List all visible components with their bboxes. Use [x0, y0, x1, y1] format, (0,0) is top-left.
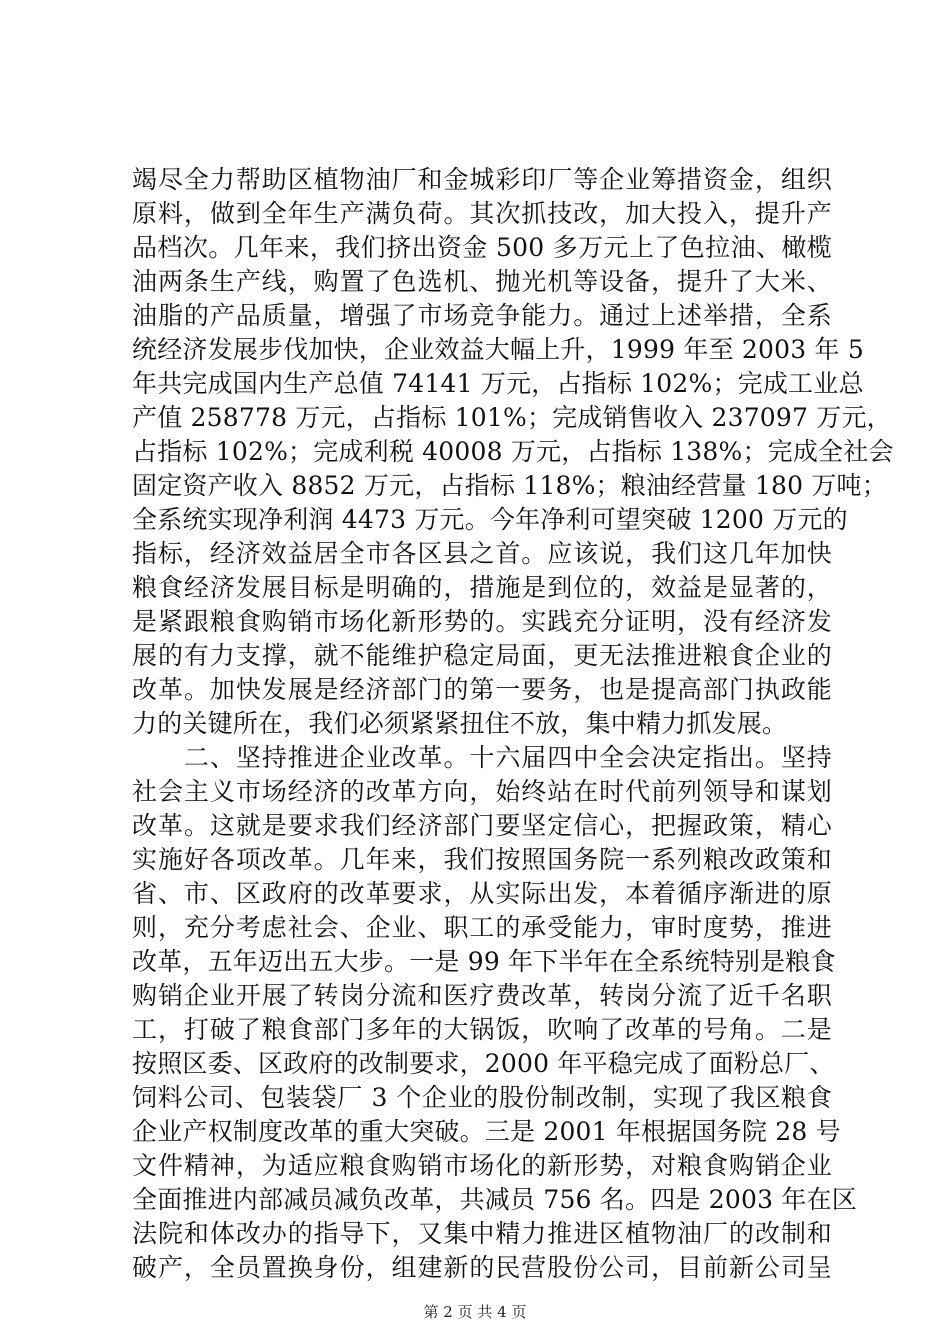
text-line: 省、市、区政府的改革要求，从实际出发，本着循序渐进的原 [132, 879, 832, 908]
text-line: 企业产权制度改革的重大突破。三是 2001 年根据国务院 28 号 [132, 1117, 841, 1146]
text-line: 油两条生产线，购置了色选机、抛光机等设备，提升了大米、 [132, 267, 832, 296]
text-line: 全系统实现净利润 4473 万元。今年净利可望突破 1200 万元的 [132, 505, 848, 534]
text-line: 粮食经济发展目标是明确的，措施是到位的，效益是显著的， [132, 573, 832, 602]
text-line: 年共完成国内生产总值 74141 万元，占指标 102%；完成工业总 [132, 369, 864, 398]
text-line: 产值 258778 万元，占指标 101%；完成销售收入 237097 万元， [132, 403, 892, 432]
page-number-footer: 第 2 页 共 4 页 [423, 1303, 527, 1321]
text-line: 占指标 102%；完成利税 40008 万元，占指标 138%；完成全社会 [132, 437, 894, 466]
text-line: 油脂的产品质量，增强了市场竞争能力。通过上述举措，全系 [132, 301, 832, 330]
text-line: 破产，全员置换身份，组建新的民营股份公司，目前新公司呈 [132, 1253, 832, 1282]
text-line: 二、坚持推进企业改革。十六届四中全会决定指出。坚持 [132, 743, 832, 772]
text-line: 社会主义市场经济的改革方向，始终站在时代前列领导和谋划 [132, 777, 832, 806]
text-line: 力的关键所在，我们必须紧紧扭住不放，集中精力抓发展。 [132, 709, 788, 738]
text-line: 文件精神，为适应粮食购销市场化的新形势，对粮食购销企业 [132, 1151, 832, 1180]
text-line: 法院和体改办的指导下，又集中精力推进区植物油厂的改制和 [132, 1219, 832, 1248]
text-line: 原料，做到全年生产满负荷。其次抓技改，加大投入，提升产 [132, 199, 832, 228]
text-line: 指标，经济效益居全市各区县之首。应该说，我们这几年加快 [132, 539, 832, 568]
text-line: 实施好各项改革。几年来，我们按照国务院一系列粮改政策和 [132, 845, 832, 874]
text-line: 展的有力支撑，就不能维护稳定局面，更无法推进粮食企业的 [132, 641, 832, 670]
text-line: 则，充分考虑社会、企业、职工的承受能力，审时度势，推进 [132, 913, 832, 942]
text-line: 竭尽全力帮助区植物油厂和金城彩印厂等企业筹措资金，组织 [132, 165, 832, 194]
text-line: 工，打破了粮食部门多年的大锅饭，吹响了改革的号角。二是 [132, 1015, 832, 1044]
text-line: 改革，五年迈出五大步。一是 99 年下半年在全系统特别是粮食 [132, 947, 836, 976]
paragraph-1 [132, 163, 894, 741]
text-line: 改革。加快发展是经济部门的第一要务，也是提高部门执政能 [132, 675, 832, 704]
text-line: 是紧跟粮食购销市场化新形势的。实践充分证明，没有经济发 [132, 607, 832, 636]
document-body [132, 163, 894, 1285]
text-line: 饲料公司、包装袋厂 3 个企业的股份制改制，实现了我区粮食 [132, 1083, 832, 1112]
text-line: 按照区委、区政府的改制要求，2000 年平稳完成了面粉总厂、 [132, 1049, 835, 1078]
text-line: 固定资产收入 8852 万元，占指标 118%；粮油经营量 180 万吨； [132, 471, 887, 500]
text-line: 全面推进内部减员减负改革，共减员 756 名。四是 2003 年在区 [132, 1185, 857, 1214]
text-line: 改革。这就是要求我们经济部门要坚定信心，把握政策，精心 [132, 811, 832, 840]
paragraph-2 [132, 741, 857, 1285]
text-line: 统经济发展步伐加快，企业效益大幅上升，1999 年至 2003 年 5 [132, 335, 864, 364]
text-line: 购销企业开展了转岗分流和医疗费改革，转岗分流了近千名职 [132, 981, 832, 1010]
text-line: 品档次。几年来，我们挤出资金 500 多万元上了色拉油、橄榄 [132, 233, 832, 262]
